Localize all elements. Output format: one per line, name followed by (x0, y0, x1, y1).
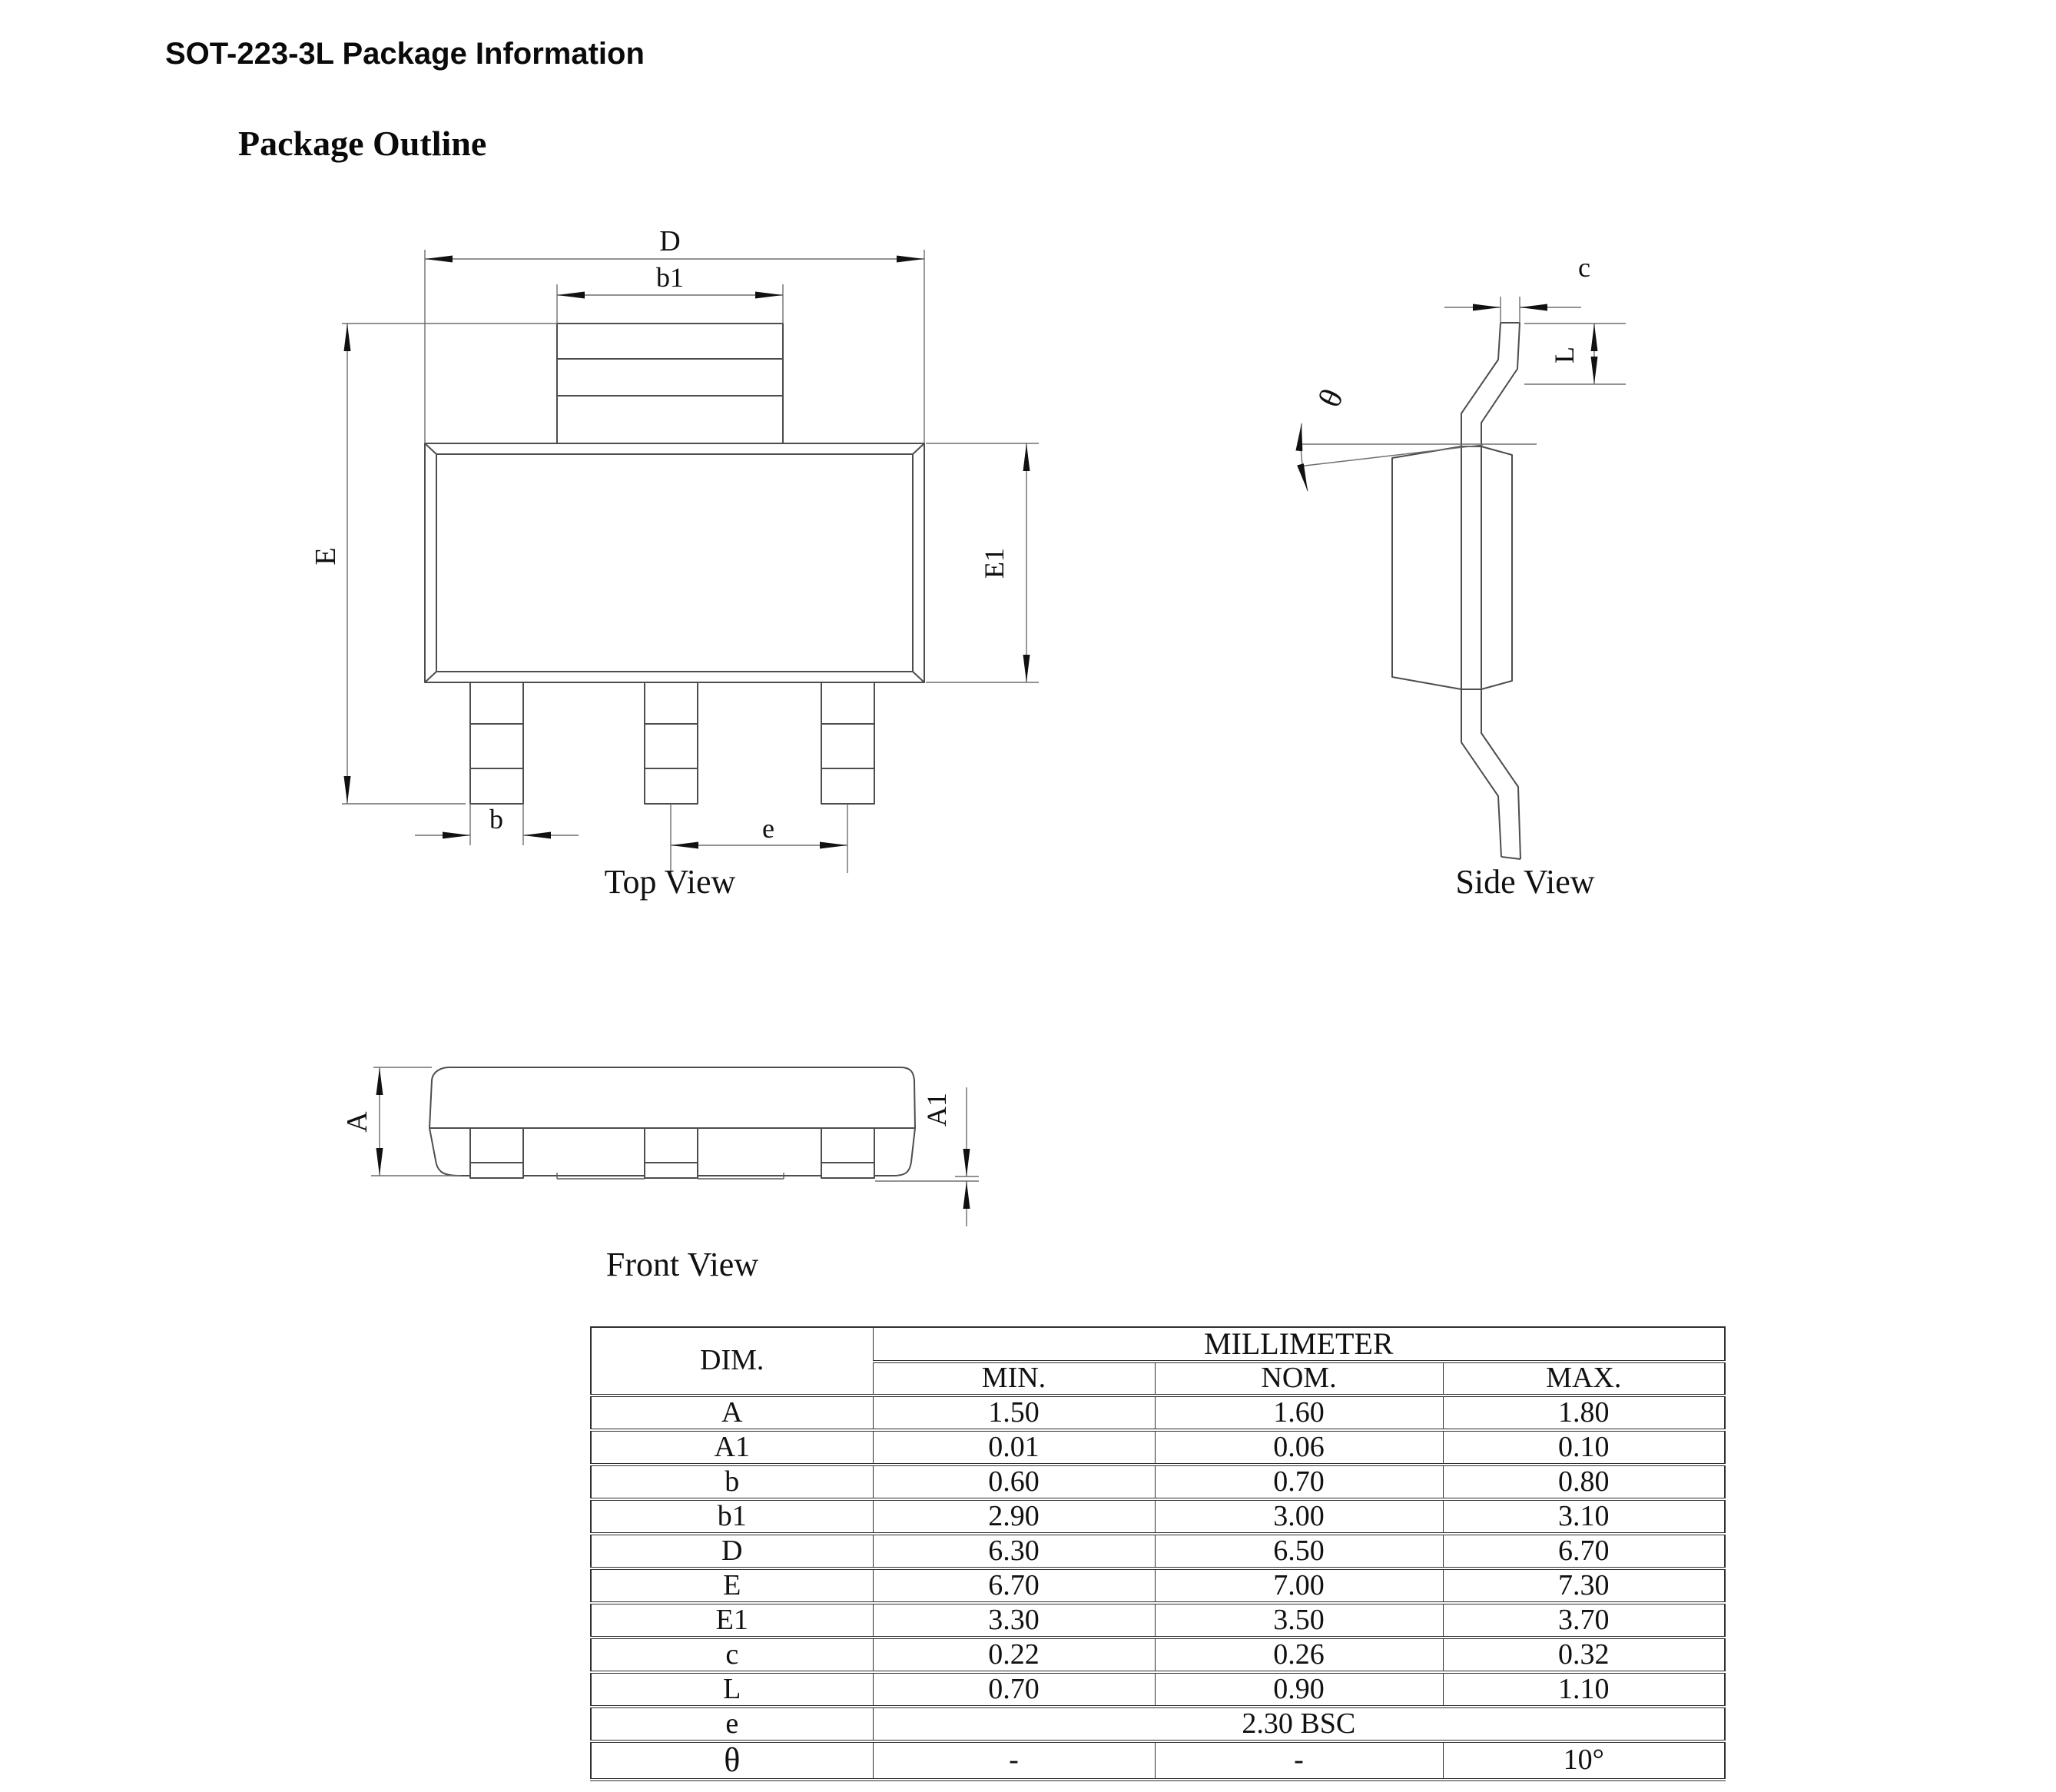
header-nom: NOM. (1155, 1362, 1443, 1395)
dim-label-E: E (310, 547, 342, 566)
dim-label-A1: A1 (921, 1093, 952, 1127)
table-row: θ - - 10° (591, 1741, 1725, 1780)
header-min: MIN. (873, 1362, 1155, 1395)
dim-b1 (557, 262, 783, 324)
dim-L (1524, 324, 1626, 384)
dim-b (415, 804, 579, 845)
table-row: L 0.70 0.90 1.10 (591, 1672, 1725, 1707)
front-view-label: Front View (605, 1246, 759, 1283)
dim-E1 (926, 443, 1039, 682)
dim-label-b1: b1 (656, 262, 684, 293)
chamfer-tr (913, 443, 924, 454)
dim-c (1444, 252, 1590, 323)
dim-label-c: c (1578, 252, 1590, 283)
side-view-label: Side View (1455, 863, 1595, 901)
table-row: b1 2.90 3.00 3.10 (591, 1499, 1725, 1534)
dim-label-theta: θ (1312, 383, 1351, 413)
chamfer-tl (425, 443, 436, 454)
dim-label-E1: E1 (979, 548, 1010, 579)
dim-label-D: D (659, 225, 681, 257)
header-max: MAX. (1443, 1362, 1725, 1395)
e-span-value: 2.30 BSC (873, 1707, 1725, 1741)
top-view (310, 225, 1039, 901)
top-view-label: Top View (604, 863, 736, 901)
top-view-body (425, 324, 924, 804)
dim-theta (1298, 384, 1537, 491)
page-title: SOT-223-3L Package Information (165, 37, 645, 71)
dimension-table (590, 1326, 1726, 1781)
pin-3 (821, 682, 874, 804)
chamfer-br (913, 672, 924, 682)
dim-E (310, 324, 557, 804)
side-view-body (1392, 323, 1520, 859)
header-millimeter: MILLIMETER (873, 1327, 1725, 1362)
front-lead-3 (821, 1128, 874, 1178)
front-view (341, 1067, 979, 1283)
dim-label-b: b (489, 804, 503, 835)
dim-label-L: L (1549, 347, 1580, 363)
section-heading: Package Outline (238, 124, 487, 163)
side-view (1298, 252, 1626, 901)
side-body-outline (1392, 446, 1512, 689)
table-row: c 0.22 0.26 0.32 (591, 1638, 1725, 1672)
header-dim: DIM. (591, 1327, 873, 1395)
lead-right-edge (1481, 323, 1520, 859)
body-outer (425, 443, 924, 682)
dim-D (425, 225, 924, 443)
table-row: A1 0.01 0.06 0.10 (591, 1430, 1725, 1465)
body-inner (436, 454, 913, 672)
dim-label-A: A (341, 1111, 373, 1133)
table-row: e 2.30 BSC (591, 1707, 1725, 1741)
lead-bottom-edge (1501, 857, 1520, 859)
table-row: D 6.30 6.50 6.70 (591, 1534, 1725, 1568)
table-row: b 0.60 0.70 0.80 (591, 1465, 1725, 1499)
pin-2 (645, 682, 698, 804)
tab-outline (557, 324, 783, 443)
table-row: E1 3.30 3.50 3.70 (591, 1603, 1725, 1638)
front-lead-1 (470, 1128, 523, 1178)
pin-1 (470, 682, 523, 804)
table-row: A 1.50 1.60 1.80 (591, 1395, 1725, 1430)
dim-label-e: e (762, 813, 774, 844)
front-lead-2 (645, 1128, 698, 1178)
chamfer-bl (425, 672, 436, 682)
table-row: E 6.70 7.00 7.30 (591, 1568, 1725, 1603)
